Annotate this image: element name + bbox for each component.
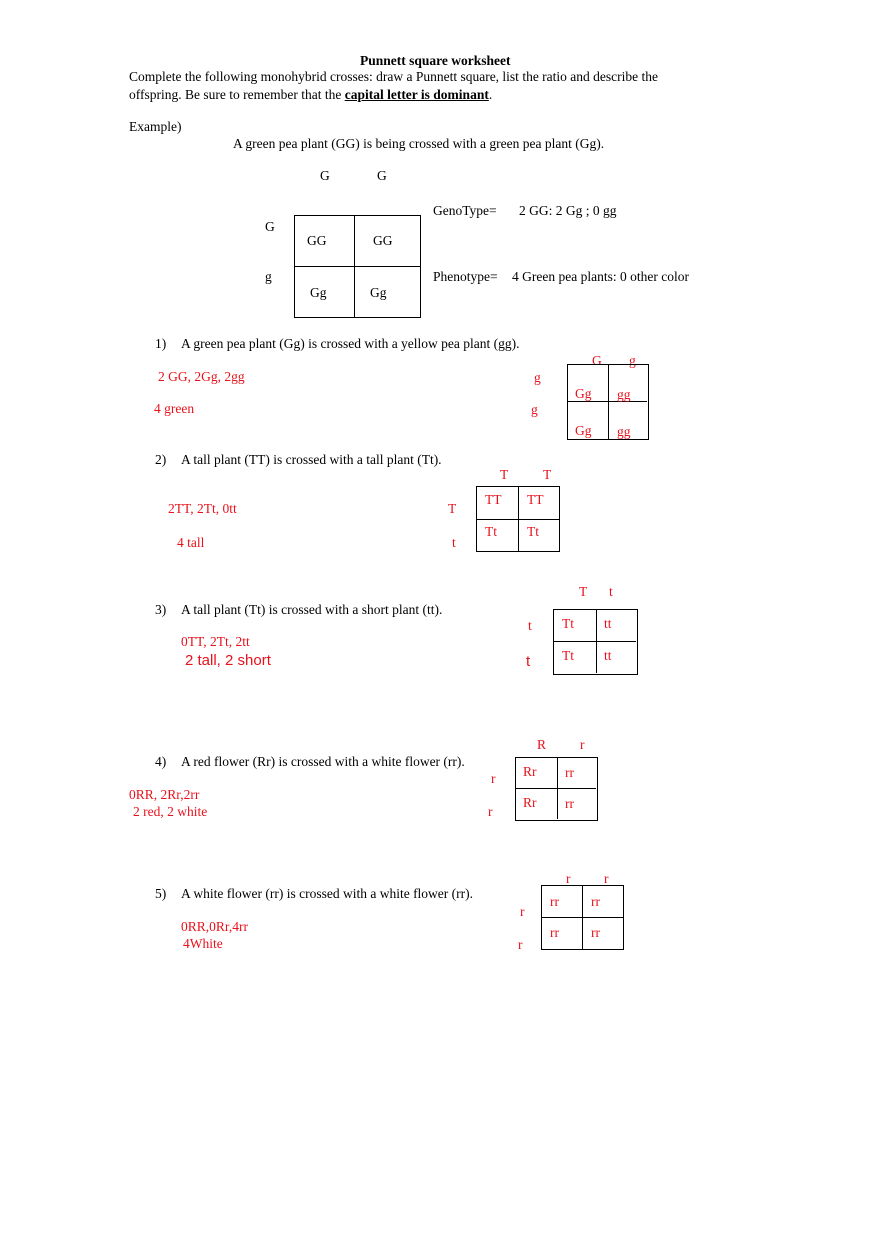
problem-4-punnett-square	[515, 757, 598, 821]
problem-5-cell-3-value: rr	[550, 925, 559, 940]
worksheet-title: Punnett square worksheet	[360, 53, 511, 68]
problem-5-cell-3	[542, 918, 583, 949]
problem-5-punnett-square	[541, 885, 624, 950]
problem-1-number: 1)	[155, 336, 167, 351]
problem-5-cell-2-value: rr	[591, 894, 600, 909]
example-punnett-square	[294, 215, 421, 318]
example-cell-1	[295, 216, 355, 267]
problem-5-cell-4-value: rr	[591, 925, 600, 940]
intro-line-2-end: .	[488, 87, 493, 102]
problem-5-number: 5)	[155, 886, 167, 901]
problem-2-cell-3	[477, 520, 519, 551]
problem-2-cell-2-value: TT	[527, 492, 544, 507]
problem-4-cell-3	[516, 789, 558, 819]
problem-5-top-allele-2: r	[604, 871, 609, 886]
dominant-note: capital letter is dominant	[344, 87, 489, 102]
problem-4-phenotype-answer: 2 red, 2 white	[133, 804, 208, 819]
problem-5-side-allele-1: r	[520, 904, 525, 919]
problem-3-cell-4-value: tt	[604, 648, 612, 663]
problem-2-side-allele-2: t	[452, 535, 456, 550]
genotype-label: GenoType=	[433, 203, 497, 218]
problem-3-genotype-answer: 0TT, 2Tt, 2tt	[181, 634, 250, 649]
example-cell-3	[295, 267, 355, 318]
problem-3-side-allele-2: t	[526, 653, 531, 670]
phenotype-value: 4 Green pea plants: 0 other color	[512, 269, 689, 284]
problem-1-top-allele-2: g	[629, 353, 636, 368]
problem-3-punnett-square	[553, 609, 638, 675]
problem-3-number: 3)	[155, 602, 167, 617]
problem-3-prompt: A tall plant (Tt) is crossed with a short plant (tt).	[181, 602, 443, 617]
problem-2-genotype-answer: 2TT, 2Tt, 0tt	[168, 501, 237, 516]
problem-3-cell-2	[597, 610, 636, 642]
problem-1-cell-4	[609, 402, 647, 439]
problem-5-cell-4	[583, 918, 623, 949]
problem-1-genotype-answer: 2 GG, 2Gg, 2gg	[158, 369, 245, 384]
problem-5-cell-1-value: rr	[550, 894, 559, 909]
problem-2-cell-4-value: Tt	[527, 524, 539, 539]
problem-4-cell-2	[558, 758, 596, 789]
example-cell-2	[355, 216, 421, 267]
example-prompt: A green pea plant (GG) is being crossed with a green pea plant (Gg).	[233, 136, 605, 151]
genotype-value: 2 GG: 2 Gg ; 0 gg	[519, 203, 617, 218]
problem-2-prompt: A tall plant (TT) is crossed with a tall plant (Tt).	[181, 452, 442, 467]
problem-2-side-allele-1: T	[448, 501, 457, 516]
problem-1-cell-3	[568, 402, 609, 439]
problem-2-cell-2	[519, 487, 559, 520]
example-top-allele-1: G	[320, 168, 330, 183]
problem-5-prompt: A white flower (rr) is crossed with a white flower (rr).	[181, 886, 474, 901]
problem-3-cell-3-value: Tt	[562, 648, 574, 663]
problem-5-cell-1	[542, 886, 583, 918]
problem-4-top-allele-2: r	[580, 737, 585, 752]
problem-3-cell-2-value: tt	[604, 616, 612, 631]
problem-4-cell-1	[516, 758, 558, 789]
problem-1-punnett-square	[567, 364, 649, 440]
problem-1-phenotype-answer: 4 green	[154, 401, 195, 416]
problem-2-phenotype-answer: 4 tall	[177, 535, 205, 550]
problem-5-genotype-answer: 0RR,0Rr,4rr	[181, 919, 248, 934]
problem-3-phenotype-answer: 2 tall, 2 short	[185, 652, 271, 669]
problem-1-cell-3-value: Gg	[575, 423, 592, 438]
problem-2-cell-1	[477, 487, 519, 520]
problem-1-side-allele-1: g	[534, 370, 541, 385]
problem-1-cell-1	[568, 365, 609, 402]
problem-3-cell-3	[554, 642, 597, 673]
problem-4-top-allele-1: R	[537, 737, 547, 752]
problem-5-cell-2	[583, 886, 623, 918]
example-cell-4	[355, 267, 421, 318]
problem-1-cell-1-value: Gg	[575, 386, 592, 401]
phenotype-label: Phenotype=	[433, 269, 498, 284]
problem-5-phenotype-answer: 4White	[183, 936, 223, 951]
problem-4-genotype-answer: 0RR, 2Rr,2rr	[129, 787, 200, 802]
problem-1-cell-2-value: gg	[617, 387, 631, 402]
problem-4-number: 4)	[155, 754, 167, 769]
problem-2-top-allele-2: T	[543, 467, 552, 482]
problem-2-top-allele-1: T	[500, 467, 509, 482]
problem-2-cell-4	[519, 520, 559, 551]
problem-4-cell-3-value: Rr	[523, 795, 537, 810]
problem-5-top-allele-1: r	[566, 871, 571, 886]
problem-4-cell-1-value: Rr	[523, 764, 537, 779]
problem-3-top-allele-2: t	[609, 584, 613, 599]
problem-2-cell-1-value: TT	[485, 492, 502, 507]
problem-1-cell-4-value: gg	[617, 424, 631, 439]
example-top-allele-2: G	[377, 168, 387, 183]
example-cell-1-value: GG	[307, 233, 327, 248]
problem-5-side-allele-2: r	[518, 937, 523, 952]
problem-3-cell-1-value: Tt	[562, 616, 574, 631]
problem-4-side-allele-2: r	[488, 804, 493, 819]
problem-4-cell-4	[558, 789, 596, 819]
problem-3-cell-4	[597, 642, 636, 673]
example-side-allele-2: g	[265, 269, 272, 284]
problem-1-top-allele-1: G	[592, 353, 602, 368]
problem-4-side-allele-1: r	[491, 771, 496, 786]
problem-4-cell-4-value: rr	[565, 796, 574, 811]
problem-4-prompt: A red flower (Rr) is crossed with a white flower (rr).	[181, 754, 465, 769]
problem-1-cell-2	[609, 365, 647, 402]
intro-line-2-text: offspring. Be sure to remember that the	[129, 87, 345, 102]
problem-2-cell-3-value: Tt	[485, 524, 497, 539]
problem-1-side-allele-2: g	[531, 402, 538, 417]
problem-4-cell-2-value: rr	[565, 765, 574, 780]
example-label: Example)	[129, 119, 182, 134]
example-cell-3-value: Gg	[310, 285, 327, 300]
intro-line-2	[129, 87, 492, 103]
problem-2-number: 2)	[155, 452, 167, 467]
problem-1-prompt: A green pea plant (Gg) is crossed with a yellow pea plant (gg).	[181, 336, 520, 351]
example-cell-2-value: GG	[373, 233, 393, 248]
example-side-allele-1: G	[265, 219, 275, 234]
problem-2-punnett-square	[476, 486, 560, 552]
example-cell-4-value: Gg	[370, 285, 387, 300]
problem-3-side-allele-1: t	[528, 618, 532, 633]
intro-line-1: Complete the following monohybrid crosses: draw a Punnett square, list the ratio and describe the	[129, 69, 659, 84]
problem-3-cell-1	[554, 610, 597, 642]
problem-3-top-allele-1: T	[579, 584, 588, 599]
